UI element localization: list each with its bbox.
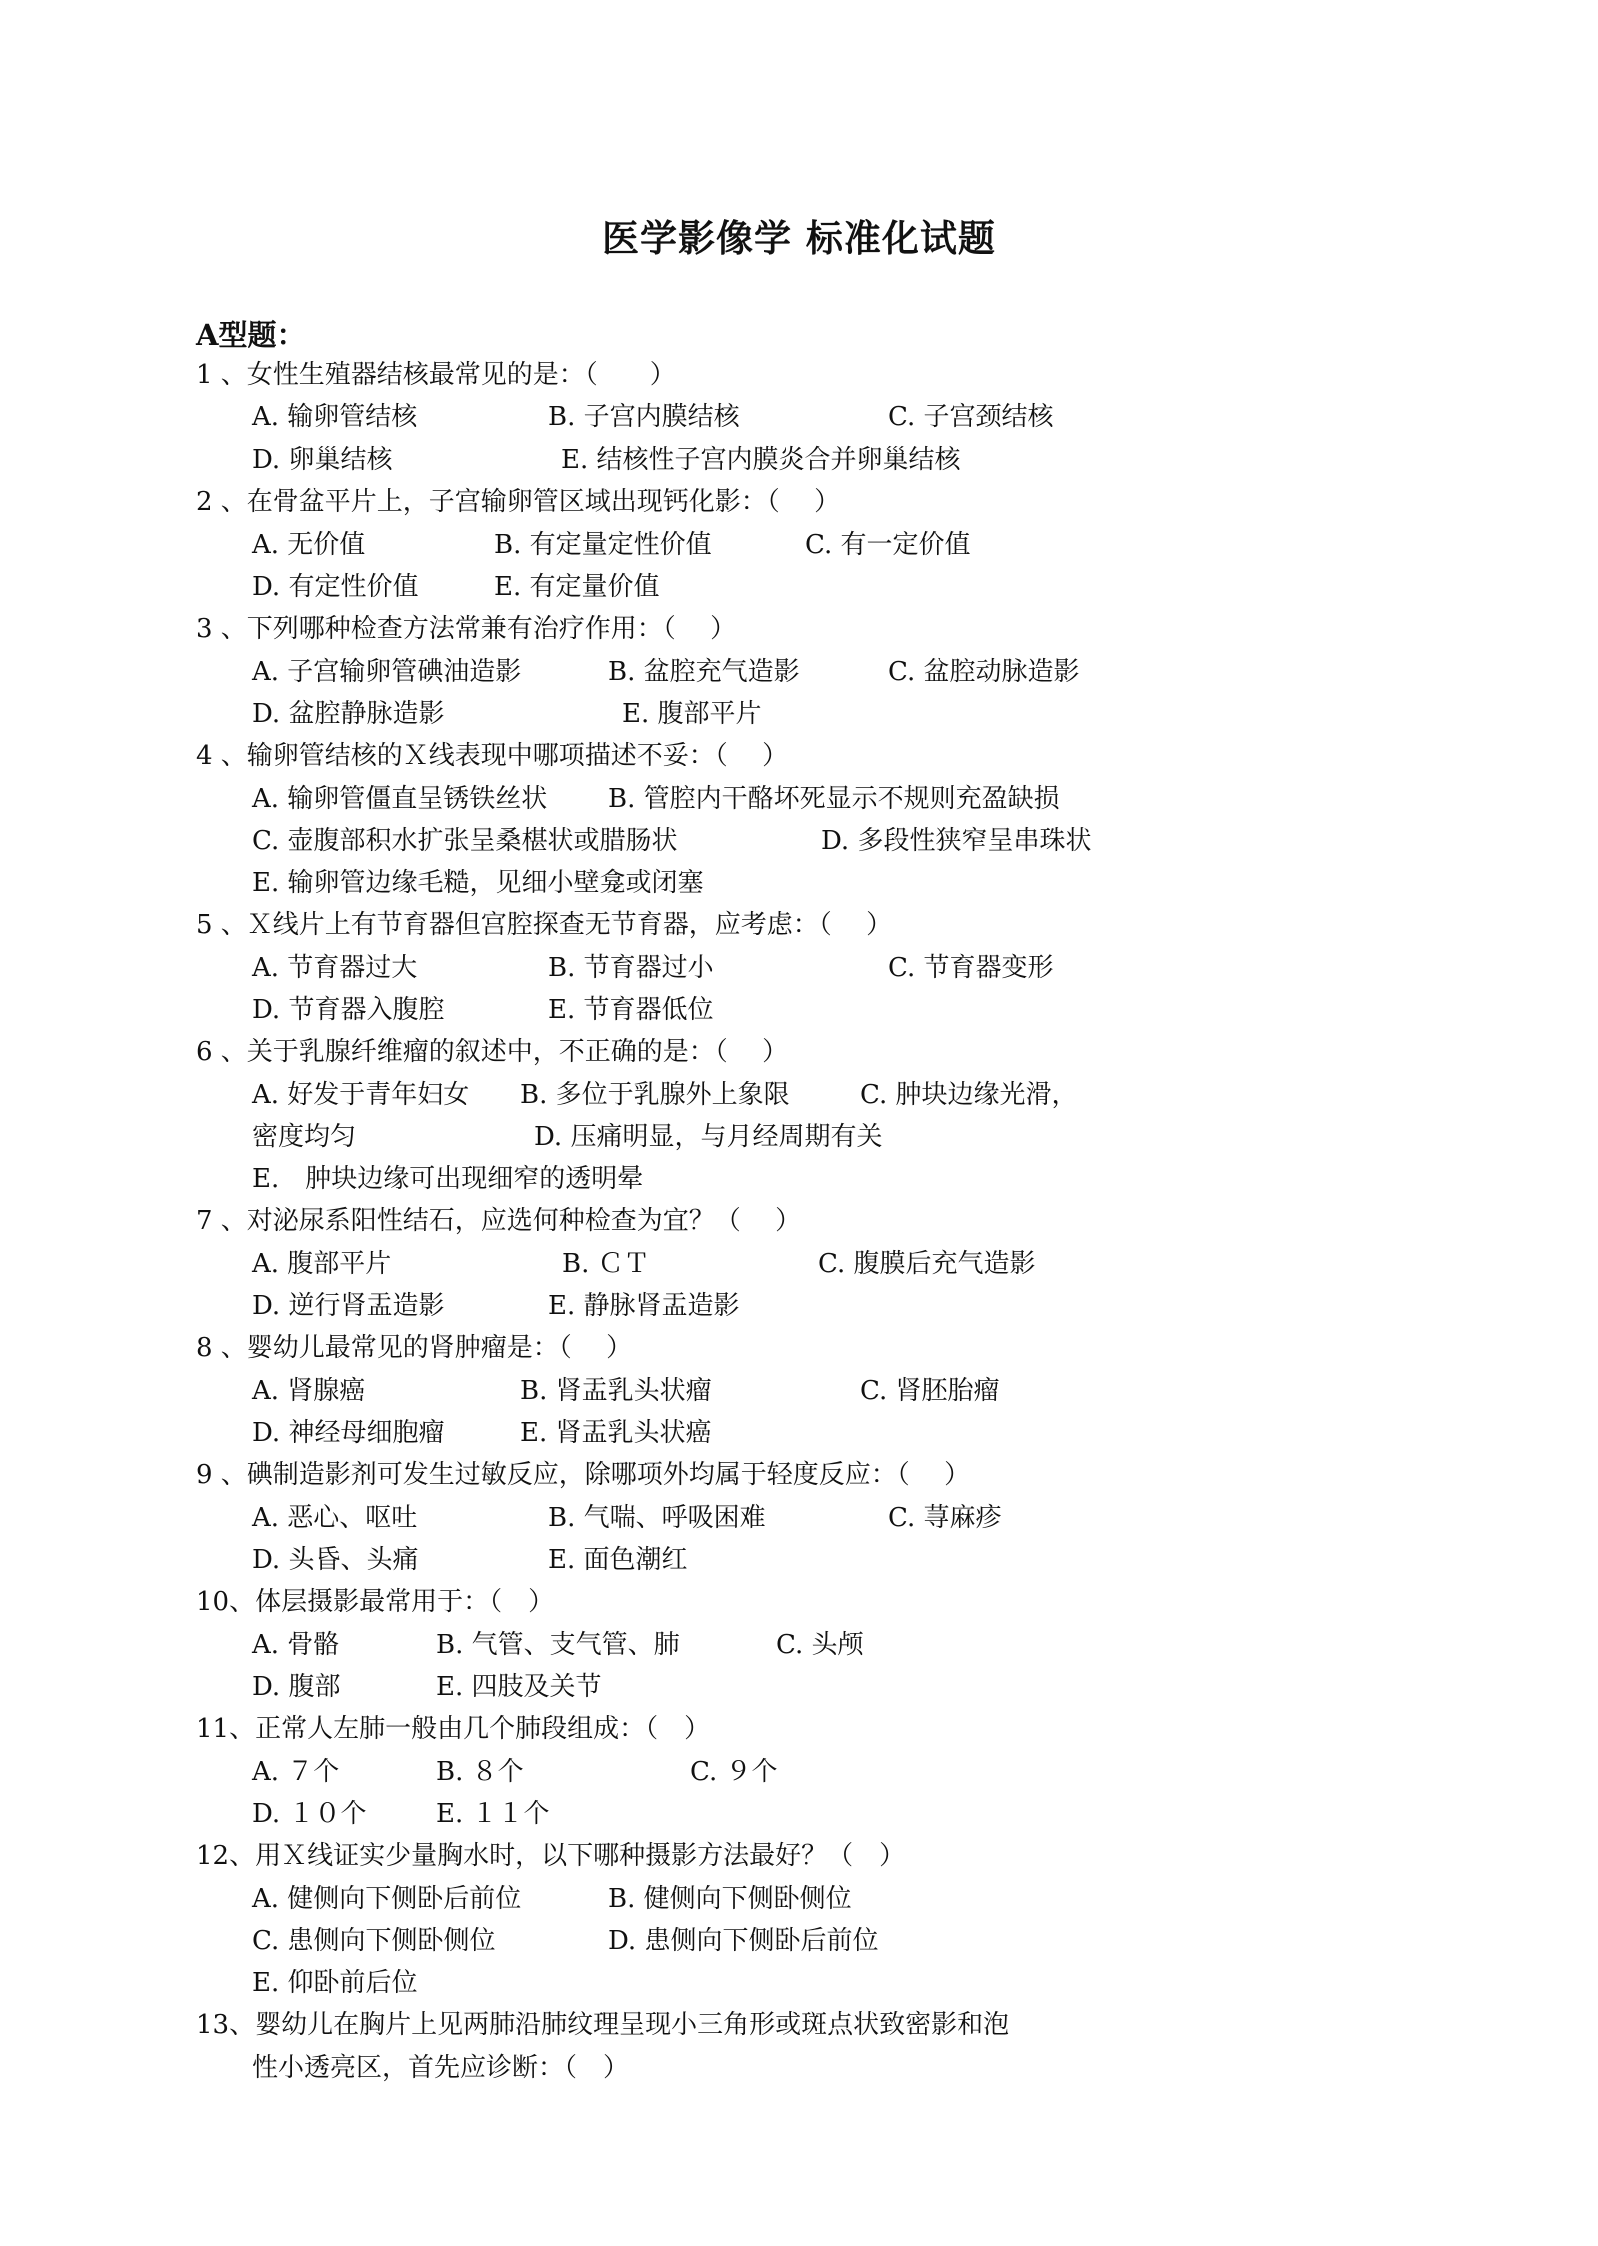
option: B. 肾盂乳头状瘤 [520, 1376, 712, 1406]
option: A. 输卵管僵直呈锈铁丝状 [252, 784, 548, 814]
option: E. 节育器低位 [548, 995, 714, 1025]
option: A. 健侧向下侧卧后前位 [252, 1884, 522, 1914]
option: A. 无价值 [252, 530, 366, 560]
question-stem: 10、体层摄影最常用于：（ ） [196, 1587, 555, 1617]
option: C. 有一定价值 [805, 530, 971, 560]
option: A. 子宫输卵管碘油造影 [252, 657, 522, 687]
option: D. 有定性价值 [252, 572, 419, 602]
question-stem: 3 、下列哪种检查方法常兼有治疗作用：（ ） [196, 614, 737, 644]
option: B. 气喘、呼吸困难 [548, 1503, 766, 1533]
option: A. 肾腺癌 [252, 1376, 366, 1406]
question-stem: 13、婴幼儿在胸片上见两肺沿肺纹理呈现小三角形或斑点状致密影和泡 [196, 2010, 1010, 2040]
option: A. 骨骼 [252, 1630, 340, 1660]
option: 密度均匀 [252, 1122, 357, 1152]
option: E. 面色潮红 [548, 1545, 688, 1575]
option: B. 气管、支气管、肺 [436, 1630, 680, 1660]
option: B. 盆腔充气造影 [608, 657, 800, 687]
option: B. 多位于乳腺外上象限 [520, 1080, 790, 1110]
option: E. 有定量价值 [494, 572, 660, 602]
option: C. 盆腔动脉造影 [888, 657, 1080, 687]
option: C. 头颅 [776, 1630, 864, 1660]
option: E. 输卵管边缘毛糙，见细小壁龛或闭塞 [252, 868, 704, 898]
question-stem: 2 、在骨盆平片上，子宫输卵管区域出现钙化影：（ ） [196, 487, 841, 517]
option: D. 盆腔静脉造影 [252, 699, 445, 729]
question-stem: 9 、碘制造影剂可发生过敏反应，除哪项外均属于轻度反应：（ ） [196, 1460, 971, 1490]
option: E. 肾盂乳头状癌 [520, 1418, 712, 1448]
question-stem: 8 、婴幼儿最常见的肾肿瘤是：（ ） [196, 1333, 633, 1363]
option: E. １１个 [436, 1799, 550, 1829]
option: C. 荨麻疹 [888, 1503, 1002, 1533]
option: A. 腹部平片 [252, 1249, 392, 1279]
option: C. 节育器变形 [888, 953, 1054, 983]
option: E. 腹部平片 [622, 699, 762, 729]
page-title: 医学影像学 标准化试题 [602, 216, 996, 260]
option: D. 压痛明显，与月经周期有关 [534, 1122, 883, 1152]
option: A. 恶心、呕吐 [252, 1503, 418, 1533]
question-stem: 5 、Ｘ线片上有节育器但宫腔探查无节育器，应考虑：（ ） [196, 910, 893, 940]
question-stem: 6 、关于乳腺纤维瘤的叙述中，不正确的是：（ ） [196, 1037, 789, 1067]
option: B. 有定量定性价值 [494, 530, 712, 560]
option: D. 卵巢结核 [252, 445, 393, 475]
option: C. 子宫颈结核 [888, 402, 1054, 432]
question-stem: 11、正常人左肺一般由几个肺段组成：（ ） [196, 1714, 711, 1744]
option: C. 肿块边缘光滑， [860, 1080, 1078, 1110]
section-heading: A型题： [196, 318, 306, 352]
option: B. 子宫内膜结核 [548, 402, 740, 432]
option: E. 仰卧前后位 [252, 1968, 418, 1998]
option: E. 静脉肾盂造影 [548, 1291, 740, 1321]
option: E. 结核性子宫内膜炎合并卵巢结核 [561, 445, 961, 475]
option: D. 患侧向下侧卧后前位 [608, 1926, 879, 1956]
option: B. ＣＴ [562, 1249, 650, 1279]
option: A. 节育器过大 [252, 953, 418, 983]
option: D. 逆行肾盂造影 [252, 1291, 445, 1321]
option: D. 神经母细胞瘤 [252, 1418, 445, 1448]
option: D. 节育器入腹腔 [252, 995, 445, 1025]
option: C. 壶腹部积水扩张呈桑椹状或腊肠状 [252, 826, 678, 856]
option: A. 输卵管结核 [252, 402, 418, 432]
option: C. 腹膜后充气造影 [818, 1249, 1036, 1279]
option: B. 节育器过小 [548, 953, 714, 983]
option: B. 管腔内干酪坏死显示不规则充盈缺损 [608, 784, 1060, 814]
question-stem: 7 、对泌尿系阳性结石，应选何种检查为宜？（ ） [196, 1206, 802, 1236]
option: D. １０个 [252, 1799, 367, 1829]
question-stem: 12、用Ｘ线证实少量胸水时，以下哪种摄影方法最好？（ ） [196, 1841, 906, 1871]
question-stem: 1 、女性生殖器结核最常见的是：（ ） [196, 360, 676, 390]
option: B. ８个 [436, 1757, 524, 1787]
option: C. 患侧向下侧卧侧位 [252, 1926, 496, 1956]
option: E. 四肢及关节 [436, 1672, 602, 1702]
option: C. ９个 [690, 1757, 778, 1787]
option: E. 肿块边缘可出现细窄的透明晕 [252, 1164, 644, 1194]
option: D. 腹部 [252, 1672, 341, 1702]
question-stem: 4 、输卵管结核的Ｘ线表现中哪项描述不妥：（ ） [196, 741, 789, 771]
option: A. ７个 [252, 1757, 340, 1787]
option: D. 头昏、头痛 [252, 1545, 419, 1575]
option: B. 健侧向下侧卧侧位 [608, 1884, 852, 1914]
question-stem-continued: 性小透亮区，首先应诊断：（ ） [252, 2053, 630, 2083]
option: C. 肾胚胎瘤 [860, 1376, 1000, 1406]
option: A. 好发于青年妇女 [252, 1080, 470, 1110]
option: D. 多段性狭窄呈串珠状 [821, 826, 1092, 856]
